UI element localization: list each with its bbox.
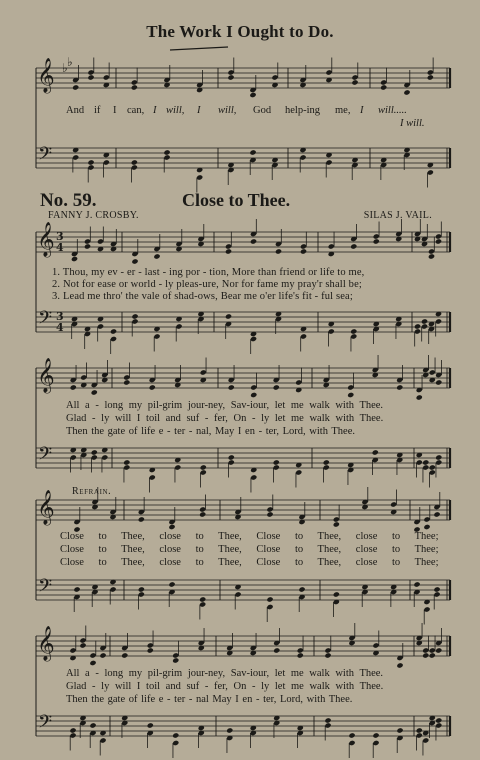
system-4-treble-note: [422, 652, 429, 658]
system-4-treble-note: [396, 662, 403, 668]
system-3-bass-note: [333, 591, 340, 597]
author-credit: FANNY J. CROSBY.: [48, 210, 139, 221]
system-3-treble-note: [333, 521, 340, 527]
system-2-bass-note: [228, 454, 235, 460]
system-4-bass-note: [69, 727, 76, 733]
refrain-label: Refrain.: [72, 486, 112, 497]
system-4-bass-note: [416, 727, 423, 733]
system-4-bass-clef: 𝄢: [38, 712, 53, 737]
system2-verse2: Glad - ly will I toil and suf - fer, On - ly let me walk with Thee.: [66, 413, 384, 424]
system3-verse1: Close to Thee, close to Thee, Close to Thee, close to Thee;: [60, 531, 439, 542]
system-2-bass-note: [372, 449, 379, 455]
top-system-treble-note: [131, 84, 138, 90]
top-system-bass-note: [249, 149, 256, 155]
system-4-treble-note: [324, 652, 331, 658]
system-1-bass-note: [110, 328, 117, 334]
time-sig-bottom: 4: [56, 321, 64, 334]
system-1-treble-note: [84, 243, 91, 249]
system-3-bass-note: [168, 581, 175, 587]
system-3-treble-clef: 𝄞: [37, 490, 55, 525]
system-2-treble-note: [149, 384, 156, 390]
top-system-bass-note: [163, 149, 170, 155]
system-1-treble-note: [435, 238, 442, 244]
system-2-bass-note: [429, 464, 436, 470]
system-1-treble-note: [373, 238, 380, 244]
system-4-treble-note: [273, 647, 280, 653]
system-1-treble-note: [153, 253, 160, 259]
top-system-treble-note: [427, 74, 434, 80]
system1-verse3: 3. Lead me thro' the vale of shad-ows, Bear me o'er life's fit - ful sea;: [52, 291, 353, 302]
system-4-treble-note: [121, 652, 128, 658]
system-4-treble-note: [79, 642, 86, 648]
system2-verse3: Then the gate of life e - ter - nal, May I en - ter, Lord, with Thee.: [66, 426, 355, 437]
system-4-treble-note: [297, 652, 304, 658]
system-4-treble-note: [429, 652, 436, 658]
time-sig-top: 3: [56, 230, 64, 243]
system3-verse2: Close to Thee, close to Thee, Close to Thee, close to Thee;: [60, 544, 439, 555]
system-1-bass-clef: 𝄢: [38, 308, 53, 333]
system-2-treble-note: [435, 379, 442, 385]
top-system-bass-note: [131, 159, 138, 165]
system-4-bass-note: [226, 727, 233, 733]
system-2-bass-note: [91, 449, 98, 455]
time-sig-bottom: 4: [56, 241, 64, 254]
system4-verse2: Glad - ly will I toil and suf - fer, On - ly let me walk with Thee.: [66, 681, 384, 692]
system-4-treble-note: [435, 647, 442, 653]
top-hymn-lyrics-alt: I will.: [400, 118, 425, 129]
system-4-bass-note: [435, 717, 442, 723]
system-1-treble-note: [71, 256, 78, 262]
top-system-treble-note: [380, 84, 387, 90]
system-2-bass-note: [435, 454, 442, 460]
system-4-treble-note: [99, 652, 106, 658]
system-3-treble-note: [433, 511, 440, 517]
system-3-treble-note: [266, 511, 273, 517]
system-3-treble-note: [423, 524, 430, 530]
system-4-treble-note: [89, 660, 96, 666]
system-1-bass-note: [131, 313, 138, 319]
system-1-bass-note: [414, 323, 421, 329]
system-2-treble-note: [416, 394, 423, 400]
system-1-bass-note: [421, 318, 428, 324]
system-3-bass-note: [73, 586, 80, 592]
top-system-treble-clef: 𝄞: [37, 58, 55, 93]
system4-verse3: Then the gate of life e - ter - nal May I en - ter, Lord, with Thee.: [66, 694, 353, 705]
hymn-title: Close to Thee.: [182, 190, 291, 210]
system-2-treble-note: [123, 379, 130, 385]
system-3-bass-note: [433, 586, 440, 592]
top-system-treble-note: [72, 84, 79, 90]
system-3-treble-note: [199, 511, 206, 517]
time-sig-top: 3: [56, 310, 64, 323]
system-3-bass-note: [413, 581, 420, 587]
system-3-bass-note: [138, 586, 145, 592]
system-3-bass-note: [298, 586, 305, 592]
system-3-treble-note: [168, 524, 175, 530]
top-hymn-lyrics: And if I can, I will, I will, God help-ing me, I will.....: [66, 105, 407, 116]
system-4-treble-note: [147, 647, 154, 653]
system1-verse1: 1. Thou, my ev - er - last - ing por - tion, More than friend or life to me,: [52, 267, 365, 278]
system-2-treble-clef: 𝄞: [37, 358, 55, 393]
top-system-treble-note: [249, 92, 256, 98]
top-system-bass-clef: 𝄢: [38, 144, 53, 169]
title-flourish: [170, 47, 228, 50]
system-2-treble-note: [396, 384, 403, 390]
system-2-treble-note: [347, 392, 354, 398]
system-2-treble-note: [91, 389, 98, 395]
system-1-treble-clef: 𝄞: [37, 222, 55, 257]
system-2-treble-note: [250, 392, 257, 398]
system-1-treble-note: [300, 248, 307, 254]
system2-verse1: All a - long my pil-grim jour-ney, Sav-iour, let me walk with Thee.: [66, 400, 384, 411]
top-system-treble-note: [87, 74, 94, 80]
system-4-bass-note: [147, 722, 154, 728]
system1-verse2: 2. Not for ease or world - ly pleas-ure, Nor for fame my pray'r shall be;: [52, 279, 362, 290]
system-3-bass-note: [199, 596, 206, 602]
system-4-bass-note: [324, 717, 331, 723]
system-2-bass-clef: 𝄢: [38, 444, 53, 469]
system-4-bass-note: [172, 732, 179, 738]
system-1-treble-note: [131, 258, 138, 264]
system-2-bass-note: [273, 459, 280, 465]
system-4-bass-note: [372, 732, 379, 738]
system-3-bass-note: [266, 596, 273, 602]
top-hymn-title: The Work I Ought to Do.: [146, 22, 334, 41]
system-4-treble-clef: 𝄞: [37, 626, 55, 661]
system-2-treble-note: [273, 384, 280, 390]
system-2-bass-note: [422, 459, 429, 465]
system-2-treble-note: [70, 384, 77, 390]
system-2-treble-note: [228, 384, 235, 390]
flat-sign: ♭: [67, 55, 73, 69]
system-3-treble-note: [138, 516, 145, 522]
top-system-treble-note: [403, 89, 410, 95]
top-system-treble-note: [227, 74, 234, 80]
flat-sign: ♭: [62, 61, 68, 75]
system-1-treble-note: [225, 248, 232, 254]
system-1-treble-note: [250, 238, 257, 244]
composer-credit: SILAS J. VAIL.: [363, 210, 432, 221]
system-2-bass-note: [323, 459, 330, 465]
top-system-treble-note: [351, 79, 358, 85]
hymn-number: No. 59.: [40, 190, 97, 211]
system-1-treble-note: [350, 243, 357, 249]
system-1-treble-note: [428, 253, 435, 259]
system-1-bass-note: [225, 313, 232, 319]
top-system-bass-note: [87, 159, 94, 165]
system-3-bass-clef: 𝄢: [38, 576, 53, 601]
system-4-bass-note: [396, 727, 403, 733]
system-2-bass-note: [123, 459, 130, 465]
system-4-treble-note: [172, 657, 179, 663]
system-1-bass-note: [350, 328, 357, 334]
system-4-bass-note: [348, 732, 355, 738]
system-4-bass-note: [89, 722, 96, 728]
system-2-bass-note: [200, 464, 207, 470]
system4-verse1: All a - long my pil-grim jour-ney, Sav-iour, let me walk with Thee.: [66, 668, 384, 679]
system-1-treble-note: [275, 248, 282, 254]
system3-verse3: Close to Thee, close to Thee, Close to Thee, close to Thee;: [60, 557, 439, 568]
